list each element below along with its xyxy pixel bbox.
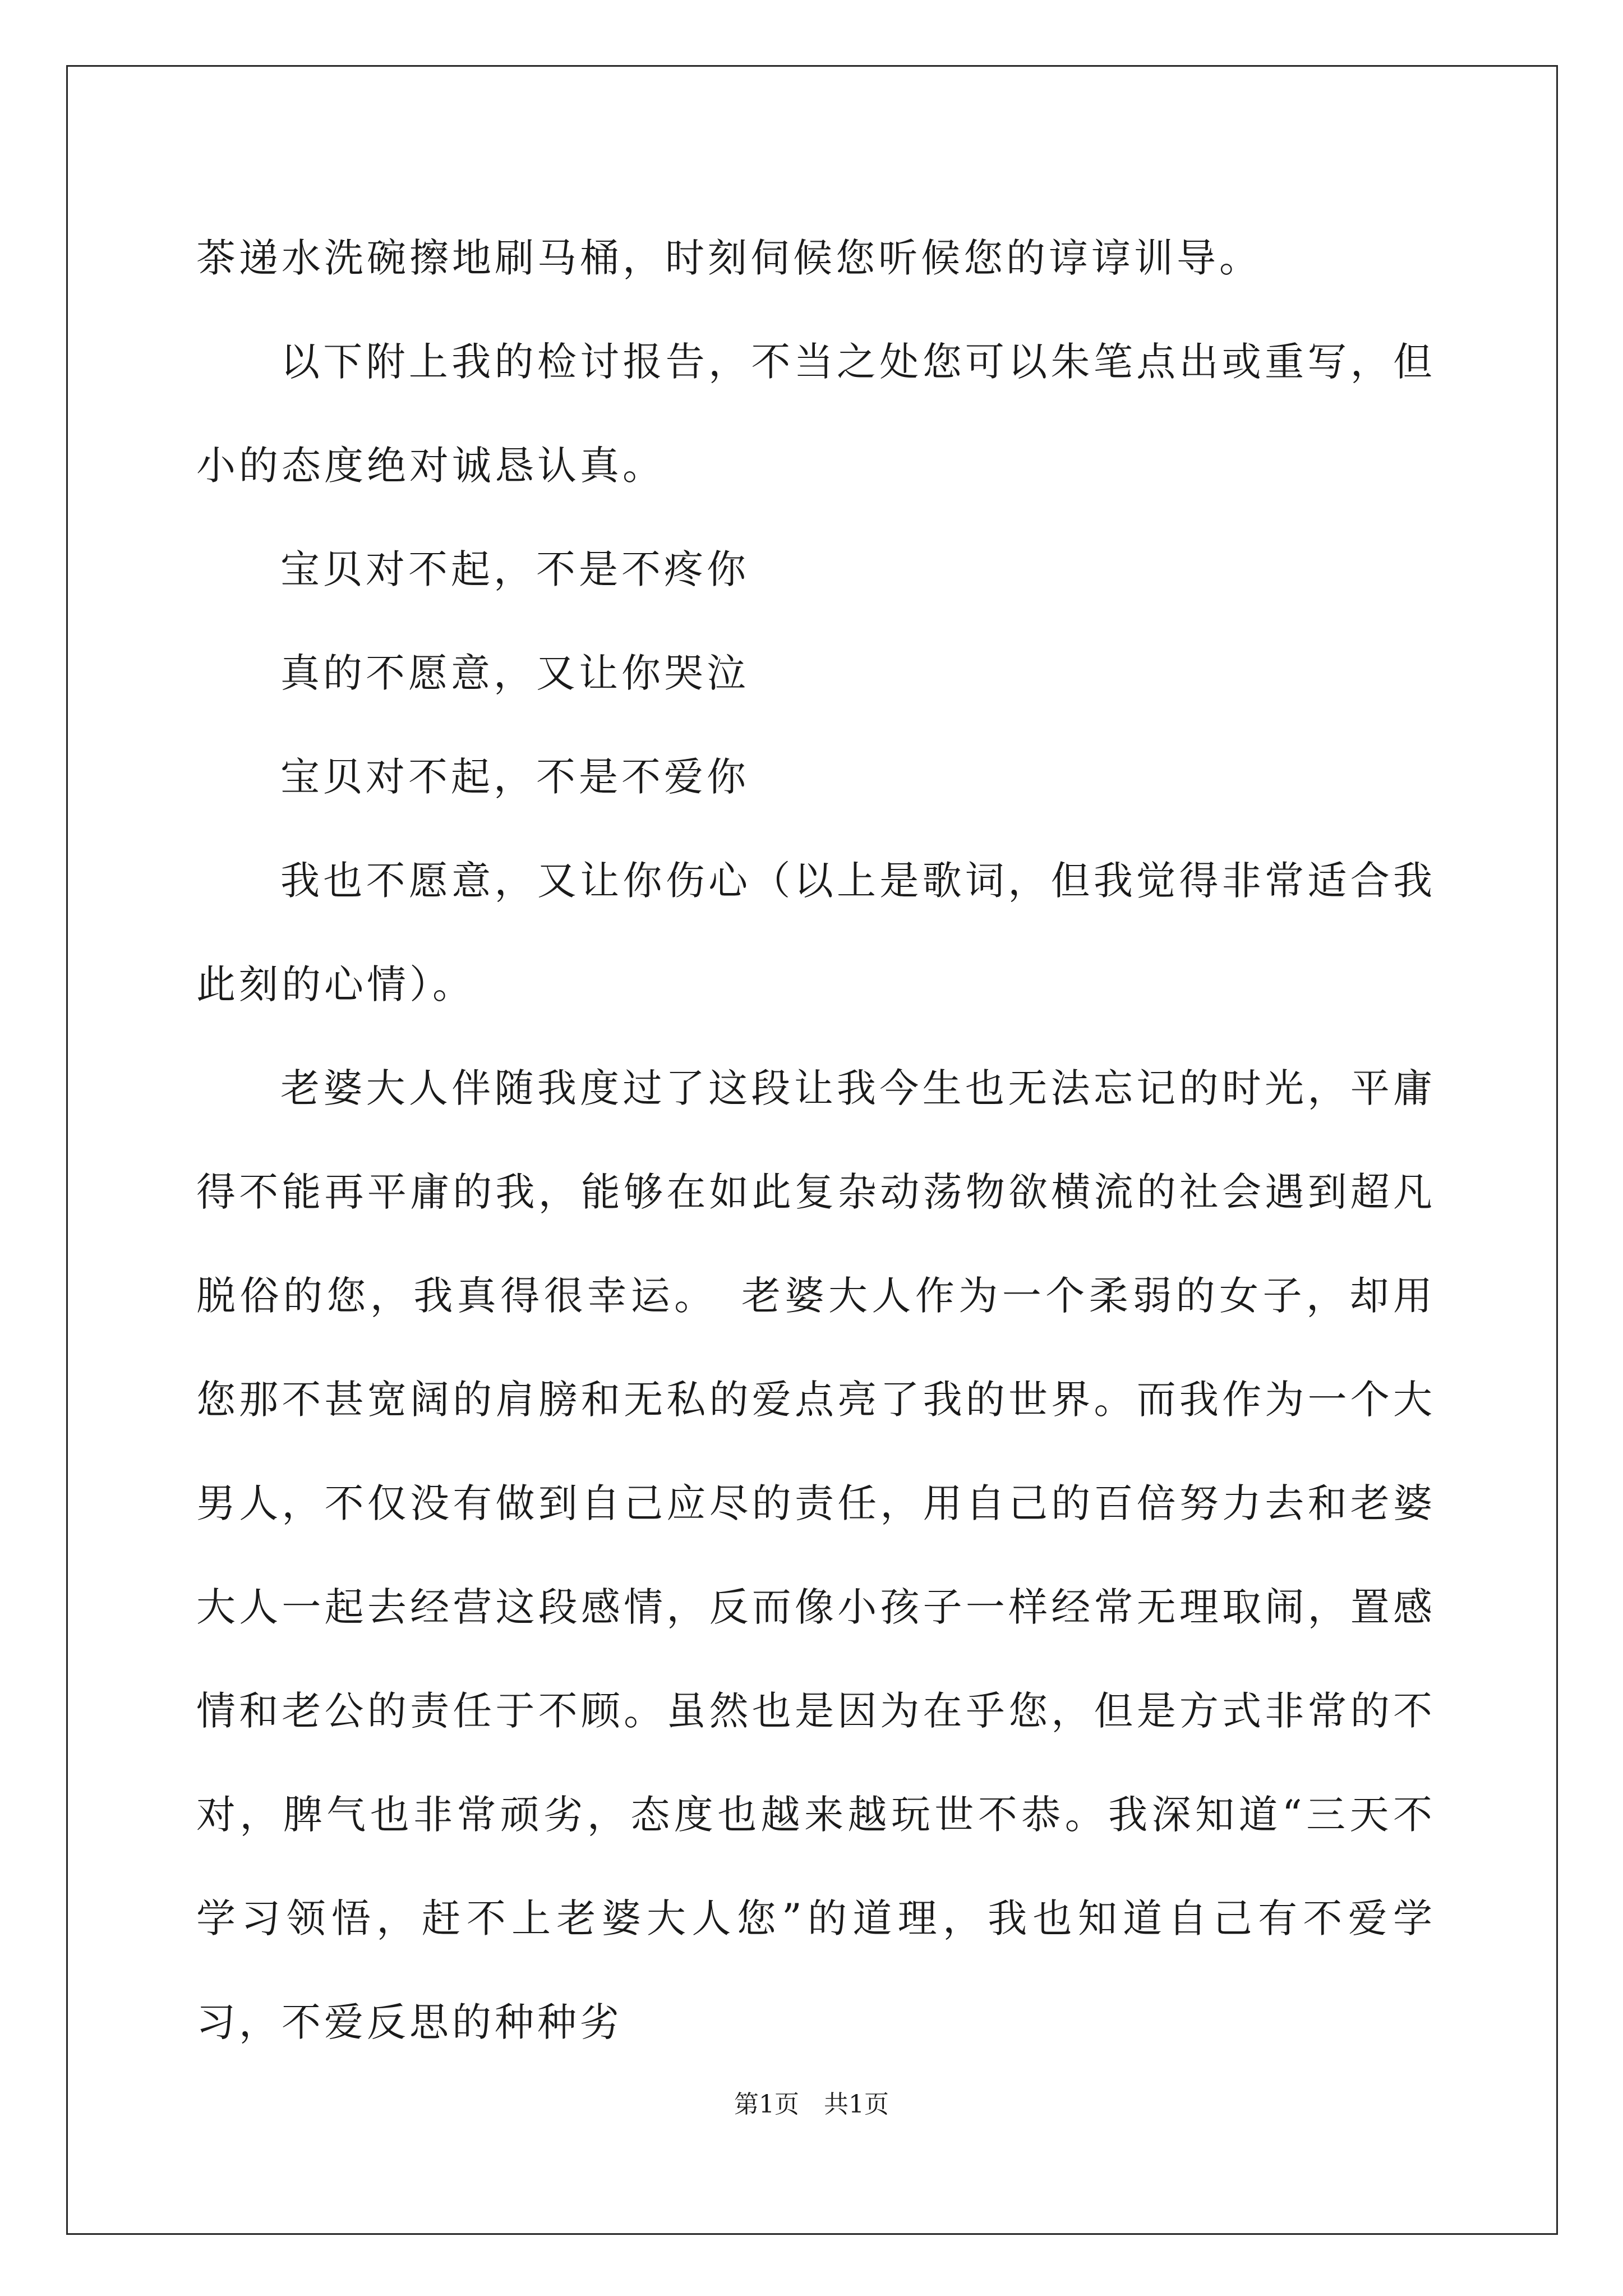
document-body — [196, 206, 1436, 2074]
lyric-line: 宝贝对不起，不是不爱你 — [280, 754, 749, 800]
lyric-line: 宝贝对不起，不是不疼你 — [280, 546, 749, 592]
page-number: 第1页 共1页 — [734, 2090, 889, 2119]
page-footer — [0, 2088, 1623, 2122]
paragraph: 以下附上我的检讨报告，不当之处您可以朱笔点出或重写，但小的态度绝对诚恳认真。 — [196, 339, 1436, 489]
paragraph: 我也不愿意，又让你伤心（以上是歌词，但我觉得非常适合我此刻的心情）。 — [196, 858, 1436, 1007]
lyric-line: 真的不愿意，又让你哭泣 — [280, 650, 749, 696]
paragraph: 茶递水洗碗擦地刷马桶，时刻伺候您听候您的谆谆训导。 — [196, 235, 1262, 281]
paragraph: 老婆大人伴随我度过了这段让我今生也无法忘记的时光，平庸得不能再平庸的我，能够在如此复杂动荡物欲横流的社会遇到超凡脱俗的您，我真得很幸运。 老婆大人作为一个柔弱的女子，却用您那不甚宽阔的肩膀和无私的爱点亮了我的世界。而我作为一个大男人，不仅没有做到自己应尽的责任，用自己的百倍努力去和老婆大人一起去经营这段感情，反而像小孩子一样经常无理取闹，置感情和老公的责任于不顾。虽然也是因为在乎您，但是方式非常的不对，脾气也非常顽劣，态度也越来越玩世不恭。我深知道“三天不学习领悟，赶不上老婆大人您”的道理，我也知道自己有不爱学习，不爱反思的种种劣 — [196, 1065, 1436, 2045]
